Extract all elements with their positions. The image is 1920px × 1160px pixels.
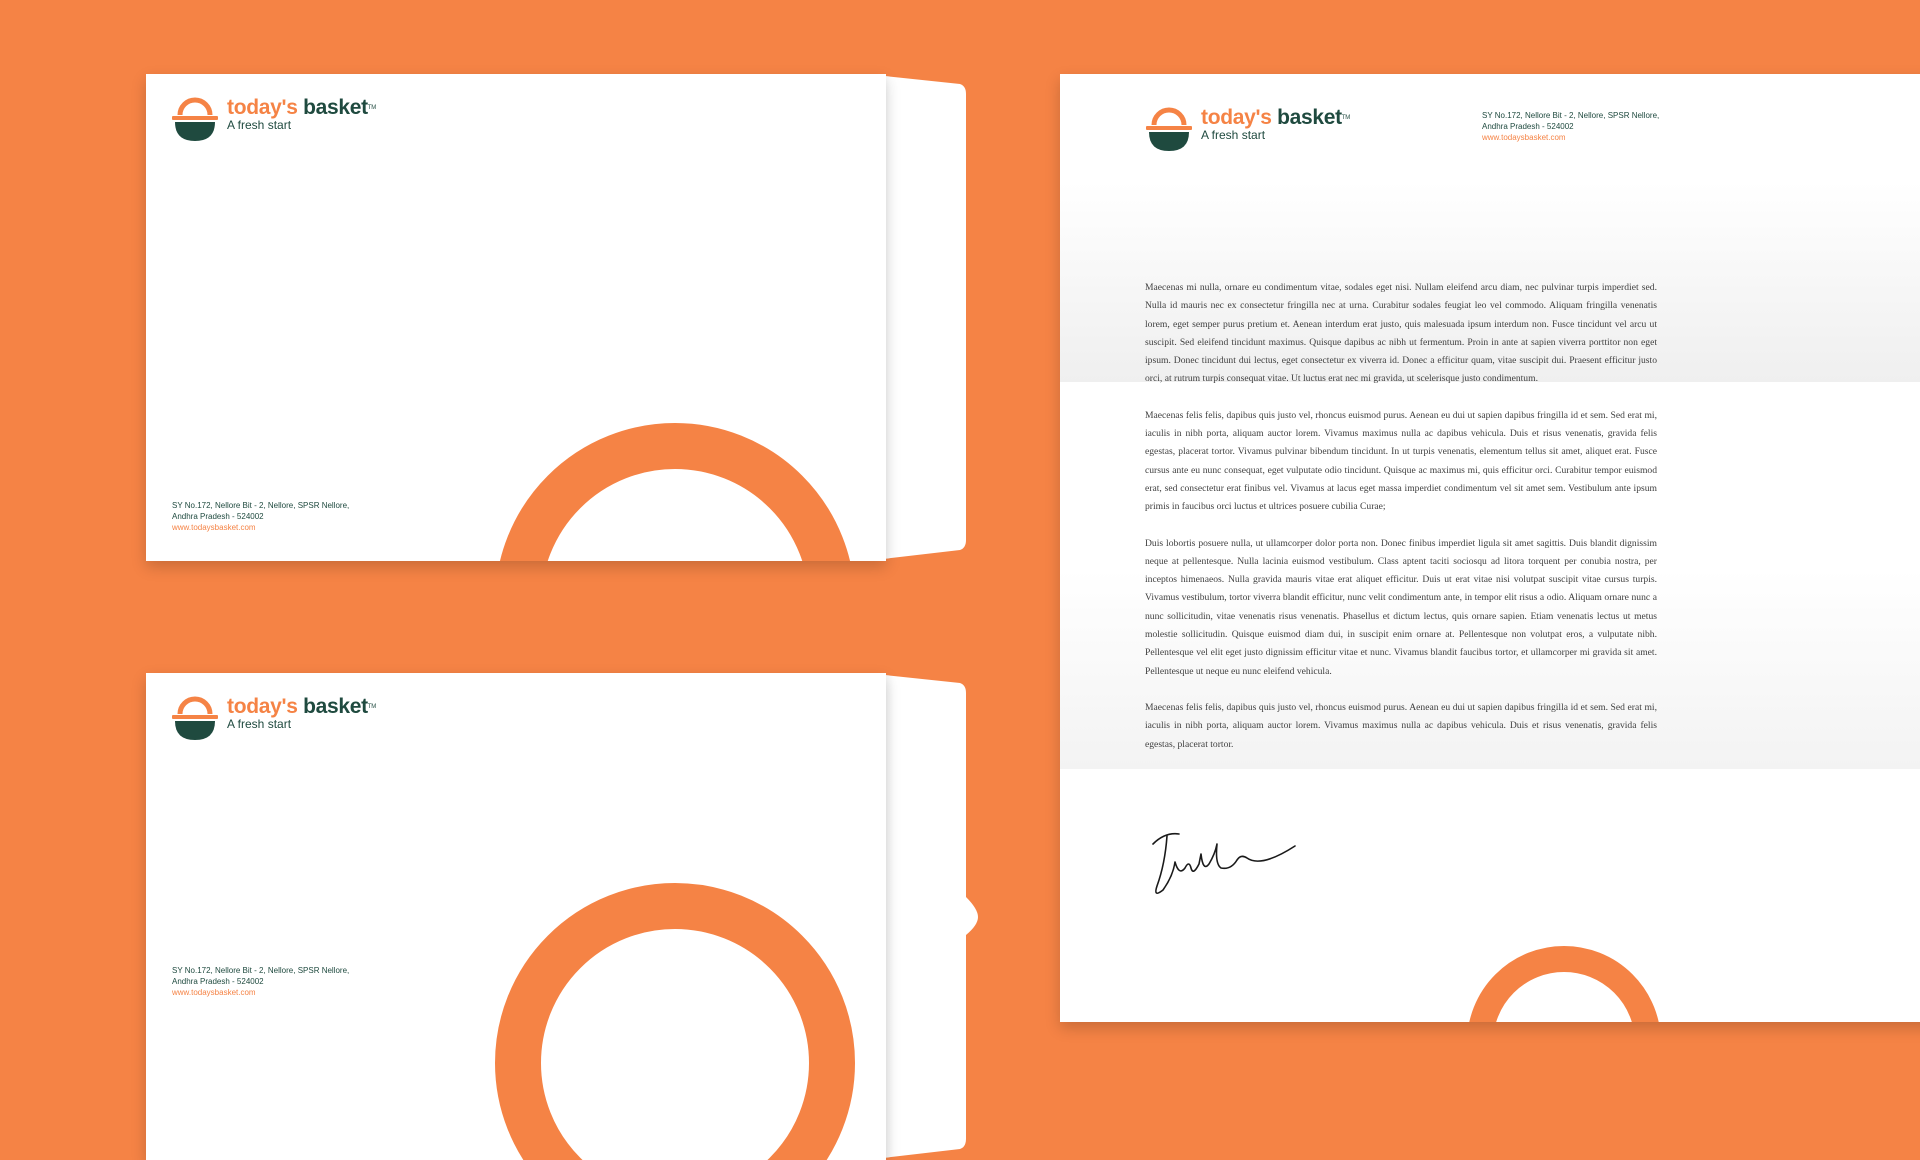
return-address xyxy=(172,500,349,533)
brand-logo xyxy=(1145,107,1350,153)
letter-paragraph: Maecenas mi nulla, ornare eu condimentum vitae, sodales eget nisi. Nullam eleifend arcu diam, nec pulvinar turpis imperdiet sed. Nulla id mauris nec ex consectetur fringilla nec at urna. Curabitur sodales feugiat leo vel commodo. Aliquam fringilla venenatis lorem, eget semper purus pretium et. Aenean interdum erat justo, quis malesuada ipsum interdum non. Fusce tincidunt vel arcu ut suscipit. Sed eleifend tincidunt maximus. Quisque dapibus ac nibh ut fermentum. Proin in ante at sapien viverra porttitor non eget ipsum. Donec tincidunt dui lectus, eget consectetur ex viverra id. Donec a efficitur quam, vitae suscipit dui. Praesent efficitur justo orci, at rutrum turpis consequat vitae. Ut luctus erat nec mi gravida, ut scelerisque justo condimentum. xyxy=(1145,282,1657,385)
brand-name xyxy=(227,696,376,718)
basket-bowl-icon xyxy=(171,696,219,742)
handwritten-signature xyxy=(1145,824,1305,914)
letterhead-address xyxy=(1482,110,1659,143)
brand-name-part2: basket xyxy=(303,96,368,119)
brand-tagline: A fresh start xyxy=(1201,128,1266,142)
address-line-1: SY No.172, Nellore Bit - 2, Nellore, SPSR Nellore, xyxy=(1482,111,1660,120)
brand-name-part1: today's xyxy=(227,96,298,119)
envelope-bottom xyxy=(146,673,886,1160)
decorative-ring xyxy=(1467,946,1661,1022)
trademark: TM xyxy=(367,704,376,710)
decorative-ring xyxy=(495,423,855,561)
brand-name-part1: today's xyxy=(227,695,298,718)
brand-name xyxy=(227,97,376,119)
brand-name-part2: basket xyxy=(1277,106,1342,129)
brand-logo xyxy=(171,97,376,143)
letter-body xyxy=(1145,279,1657,772)
brand-name-part1: today's xyxy=(1201,106,1272,129)
address-line-1: SY No.172, Nellore Bit - 2, Nellore, SPSR Nellore, xyxy=(172,966,350,975)
website: www.todaysbasket.com xyxy=(172,988,256,997)
letter-paragraph: Maecenas felis felis, dapibus quis justo vel, rhoncus euismod purus. Aenean eu dui ut sapien dapibus fringilla id et sem. Sed erat mi, iaculis in nibh porta, aliquam auctor lorem. Vivamus maximus nulla ac dapibus vehicula. Duis et risus venenatis, gravida felis egestas, placerat tortor. xyxy=(1145,701,1657,750)
brand-tagline: A fresh start xyxy=(227,118,292,132)
envelope-top xyxy=(146,74,886,561)
decorative-ring xyxy=(495,883,855,1160)
trademark: TM xyxy=(367,105,376,111)
basket-bowl-icon xyxy=(171,97,219,143)
return-address xyxy=(172,965,349,998)
letterhead xyxy=(1060,74,1920,1022)
address-line-2: Andhra Pradesh - 524002 xyxy=(172,977,264,986)
trademark: TM xyxy=(1341,115,1350,121)
address-line-2: Andhra Pradesh - 524002 xyxy=(1482,122,1574,131)
brand-tagline: A fresh start xyxy=(227,717,292,731)
website: www.todaysbasket.com xyxy=(1482,133,1566,142)
website: www.todaysbasket.com xyxy=(172,523,256,532)
address-line-1: SY No.172, Nellore Bit - 2, Nellore, SPSR Nellore, xyxy=(172,501,350,510)
basket-bowl-icon xyxy=(1145,107,1193,153)
letter-paragraph: Maecenas felis felis, dapibus quis justo vel, rhoncus euismod purus. Aenean eu dui ut sapien dapibus fringilla id et sem. Sed erat mi, iaculis in nibh porta, aliquam auctor lorem. Vivamus maximus nulla ac dapibus vehicula. Duis et risus venenatis, gravida felis egestas, placerat tortor. Vivamus pulvinar bibendum tincidunt. In ut turpis venenatis, elementum tellus sit amet, aliquet erat. Fusce cursus ante eu nunc consequat, eget vulputate odio tincidunt. Quisque ac maximus mi, quis efficitur orci. Curabitur tempor euismod erat, sed consectetur erat finibus vel. Vivamus at lacus eget massa imperdiet condimentum vel sit amet sem. Vestibulum ante ipsum primis in faucibus orci luctus et ultrices posuere cubilia Curae; xyxy=(1145,409,1657,513)
letter-paragraph: Duis lobortis posuere nulla, ut ullamcorper dolor porta non. Donec finibus imperdiet ligula sit amet sagittis. Duis blandit dignissim neque at pellentesque. Nulla lacinia euismod vestibulum. Class aptent taciti sociosqu ad litora torquent per conubia nostra, per inceptos himenaeos. Nulla gravida mauris vitae erat aliquet efficitur. Duis ut erat vitae nisi volutpat suscipit vitae cursus turpis. Vivamus vestibulum, tortor viverra blandit efficitur, nunc velit condimentum ante, in tempor elit risus a odio. Aliquam ornare nunc a nunc sollicitudin, vitae venenatis risus venenatis. Phasellus et dictum lectus, quis ornare sapien. Etiam venenatis lectus ut metus molestie sollicitudin. Quisque euismod diam dui, in suscipit enim ornare at. Pellentesque non volutpat eros, a vulputate nibh. Pellentesque vel elit eget justo dignissim efficitur vitae et nunc. Vivamus blandit faucibus tortor, et ullamcorper mi gravida sit amet. Pellentesque ut neque eu nunc eleifend vehicula. xyxy=(1145,537,1657,677)
address-line-2: Andhra Pradesh - 524002 xyxy=(172,512,264,521)
brand-name xyxy=(1201,107,1350,129)
brand-name-part2: basket xyxy=(303,695,368,718)
brand-logo xyxy=(171,696,376,742)
